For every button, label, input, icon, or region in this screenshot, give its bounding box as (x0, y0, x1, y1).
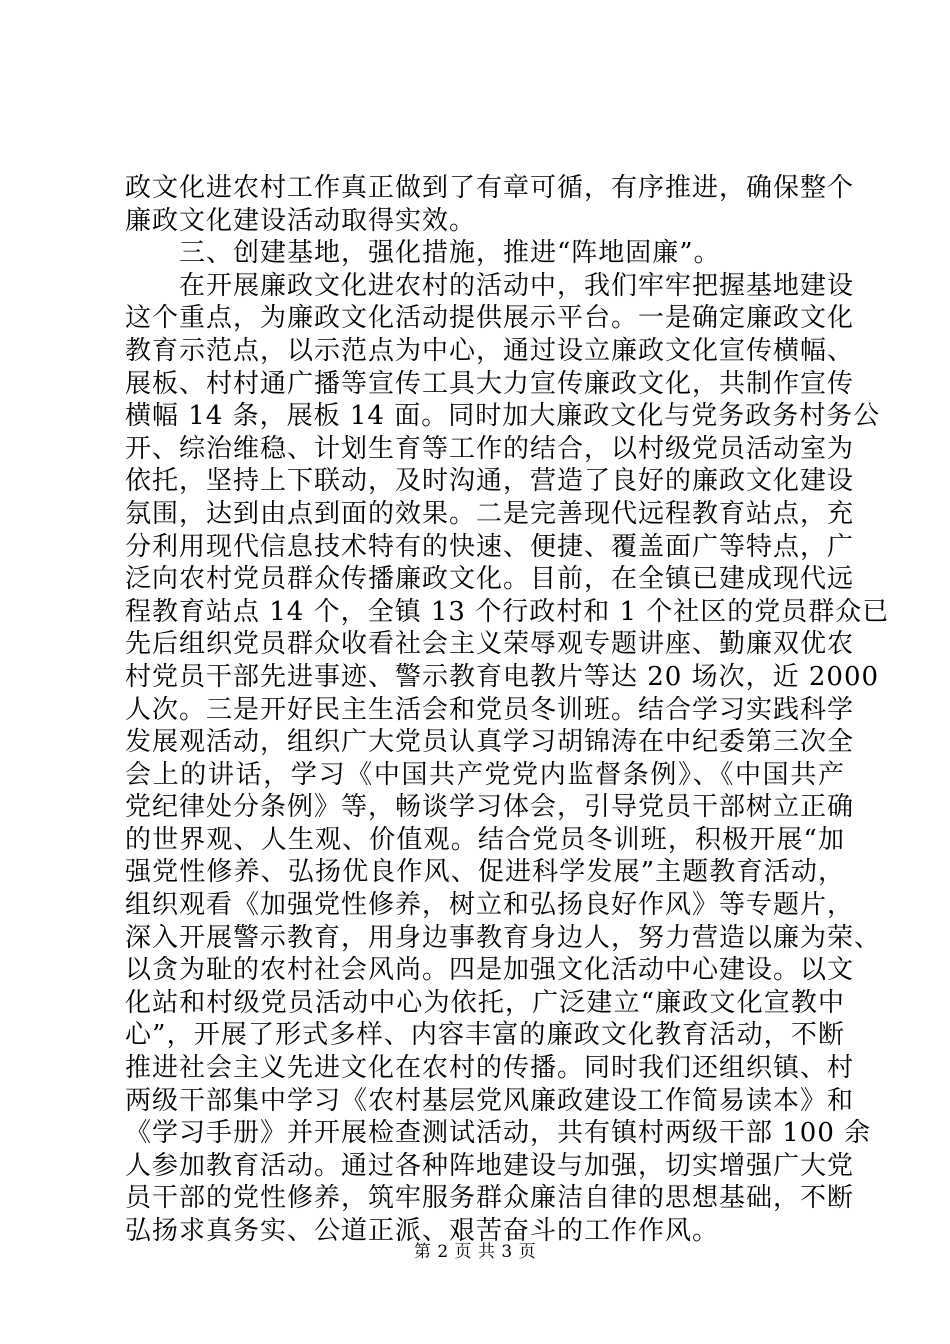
text-line: 《学习手册》并开展检查测试活动，共有镇村两级干部 100 余 (125, 1118, 872, 1149)
text-line: 弘扬求真务实、公道正派、艰苦奋斗的工作作风。 (125, 1216, 720, 1246)
text-line: 人次。三是开好民主生活会和党员冬训班。结合学习实践科学 (125, 694, 855, 725)
text-line: 村党员干部先进事迹、警示教育电教片等达 20 场次，近 2000 (125, 661, 880, 692)
text-line: 教育示范点，以示范点为中心，通过设立廉政文化宣传横幅、 (125, 335, 855, 366)
text-line: 强党性修养、弘扬优良作风、促进科学发展”主题教育活动， (125, 857, 845, 888)
document-body (125, 172, 890, 1248)
text-line: 会上的讲话，学习《中国共产党党内监督条例》、《中国共产 (125, 759, 845, 790)
text-line: 廉政文化建设活动取得实效。 (125, 205, 477, 236)
text-line: 氛围，达到由点到面的效果。二是完善现代远程教育站点，充 (125, 498, 855, 529)
text-line: 党纪律处分条例》等，畅谈学习体会，引导党员干部树立正确 (125, 792, 855, 823)
text-line: 政文化进农村工作真正做到了有章可循，有序推进，确保整个 (125, 173, 855, 203)
text-line: 化站和村级党员活动中心为依托，广泛建立“廉政文化宣教中 (125, 987, 845, 1018)
text-line: 人参加教育活动。通过各种阵地建设与加强，切实增强广大党 (125, 1150, 855, 1181)
text-line: 发展观活动，组织广大党员认真学习胡锦涛在中纪委第三次全 (125, 727, 855, 758)
text-line: 分利用现代信息技术特有的快速、便捷、覆盖面广等特点，广 (125, 531, 855, 562)
text-line: 这个重点，为廉政文化活动提供展示平台。一是确定廉政文化 (125, 303, 855, 334)
page-number-footer: 第 2 页 共 3 页 (413, 1242, 537, 1262)
paragraph-first-line: 在开展廉政文化进农村的活动中，我们牢牢把握基地建设 (179, 270, 855, 301)
text-line: 两级干部集中学习《农村基层党风廉政建设工作简易读本》和 (125, 1085, 855, 1116)
text-line: 员干部的党性修养，筑牢服务群众廉洁自律的思想基础，不断 (125, 1183, 855, 1214)
text-line: 程教育站点 14 个，全镇 13 个行政村和 1 个社区的党员群众已 (125, 596, 890, 627)
text-line: 组织观看《加强党性修养，树立和弘扬良好作风》等专题片， (125, 890, 855, 921)
text-line: 深入开展警示教育，用身边事教育身边人，努力营造以廉为荣、 (125, 922, 882, 953)
text-line: 依托，坚持上下联动，及时沟通，营造了良好的廉政文化建设 (125, 466, 855, 497)
text-line: 展板、村村通广播等宣传工具大力宣传廉政文化，共制作宣传 (125, 368, 855, 399)
text-line: 开、综治维稳、计划生育等工作的结合，以村级党员活动室为 (125, 433, 855, 464)
text-line: 心”，开展了形式多样、内容丰富的廉政文化教育活动，不断 (125, 1020, 845, 1051)
text-line: 以贪为耻的农村社会风尚。四是加强文化活动中心建设。以文 (125, 955, 855, 986)
section-heading: 三、创建基地，强化措施，推进“阵地固廉”。 (179, 238, 721, 269)
text-line: 的世界观、人生观、价值观。结合党员冬训班，积极开展“加 (125, 824, 845, 855)
text-line: 推进社会主义先进文化在农村的传播。同时我们还组织镇、村 (125, 1053, 855, 1084)
text-line: 横幅 14 条，展板 14 面。同时加大廉政文化与党务政务村务公 (125, 401, 881, 432)
text-line: 先后组织党员群众收看社会主义荣辱观专题讲座、勤廉双优农 (125, 629, 855, 660)
text-line: 泛向农村党员群众传播廉政文化。目前，在全镇已建成现代远 (125, 564, 855, 595)
